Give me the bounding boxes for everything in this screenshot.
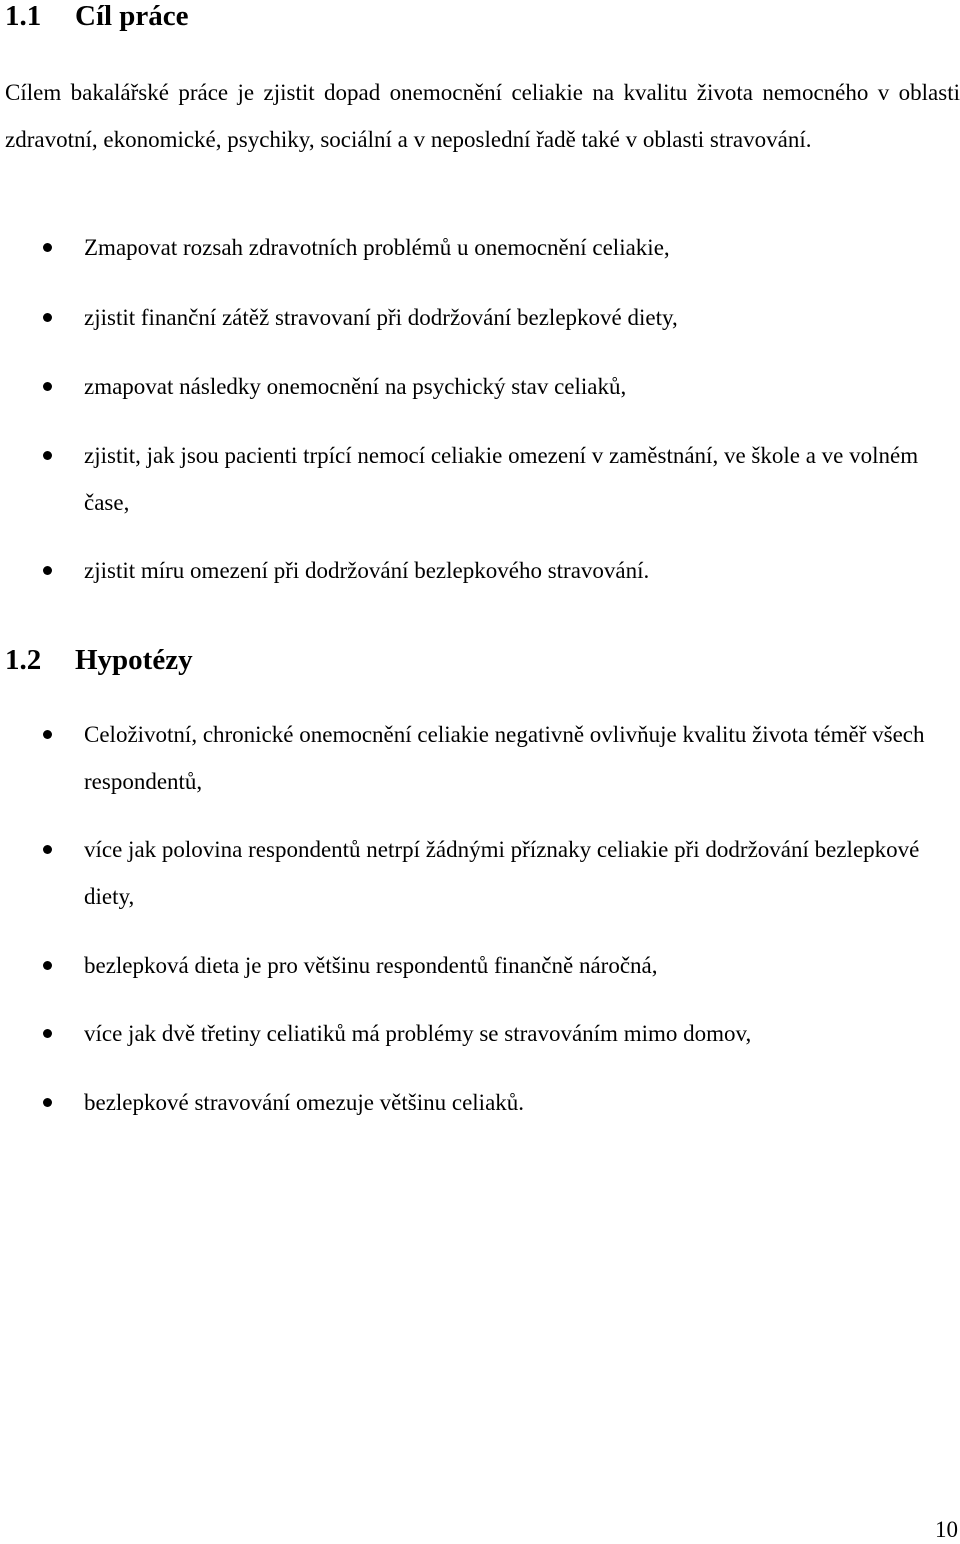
- list-item-text: bezlepkové stravování omezuje většinu celiaků.: [84, 1090, 525, 1115]
- list-item-text: více jak polovina respondentů netrpí žádnými příznaky celiakie při dodržování bezlepkové diety,: [84, 837, 920, 909]
- list-item-text: více jak dvě třetiny celiatiků má problémy se stravováním mimo domov,: [84, 1021, 752, 1046]
- bullet-icon: [43, 1029, 52, 1038]
- list-item-text: Celoživotní, chronické onemocnění celiakie negativně ovlivňuje kvalitu života téměř všech respondentů,: [84, 722, 925, 794]
- bullet-icon: [43, 451, 52, 460]
- section-title: Hypotézy: [75, 644, 193, 676]
- list-item-text: bezlepková dieta je pro většinu respondentů finančně náročná,: [84, 953, 658, 978]
- intro-paragraph: Cílem bakalářské práce je zjistit dopad onemocnění celiakie na kvalitu života nemocného v oblasti zdravotní, ekonomické, psychiky, sociální a v neposlední řadě také v oblasti stravování.: [5, 80, 960, 152]
- bullet-icon: [43, 730, 52, 739]
- bullet-icon: [43, 845, 52, 854]
- bullet-icon: [43, 566, 52, 575]
- bullet-icon: [43, 313, 52, 322]
- bullet-icon: [43, 382, 52, 391]
- section-heading-cil-prace: [5, 0, 189, 32]
- page-number: 10: [935, 1517, 958, 1542]
- bullet-icon: [43, 961, 52, 970]
- section-heading-hypotezy: [5, 644, 193, 676]
- section-number: 1.2: [5, 644, 42, 676]
- list-item-text: Zmapovat rozsah zdravotních problémů u onemocnění celiakie,: [84, 235, 670, 260]
- list-item-text: zjistit, jak jsou pacienti trpící nemocí celiakie omezení v zaměstnání, ve škole a ve volném čase,: [84, 443, 919, 515]
- list-item-text: zjistit finanční zátěž stravovaní při dodržování bezlepkové diety,: [84, 305, 678, 330]
- section-title: Cíl práce: [75, 0, 189, 32]
- bullet-icon: [43, 1098, 52, 1107]
- bullet-icon: [43, 243, 52, 252]
- list-item-text: zjistit míru omezení při dodržování bezlepkového stravování.: [84, 558, 650, 583]
- list-item-text: zmapovat následky onemocnění na psychický stav celiaků,: [84, 374, 627, 399]
- section-number: 1.1: [5, 0, 42, 32]
